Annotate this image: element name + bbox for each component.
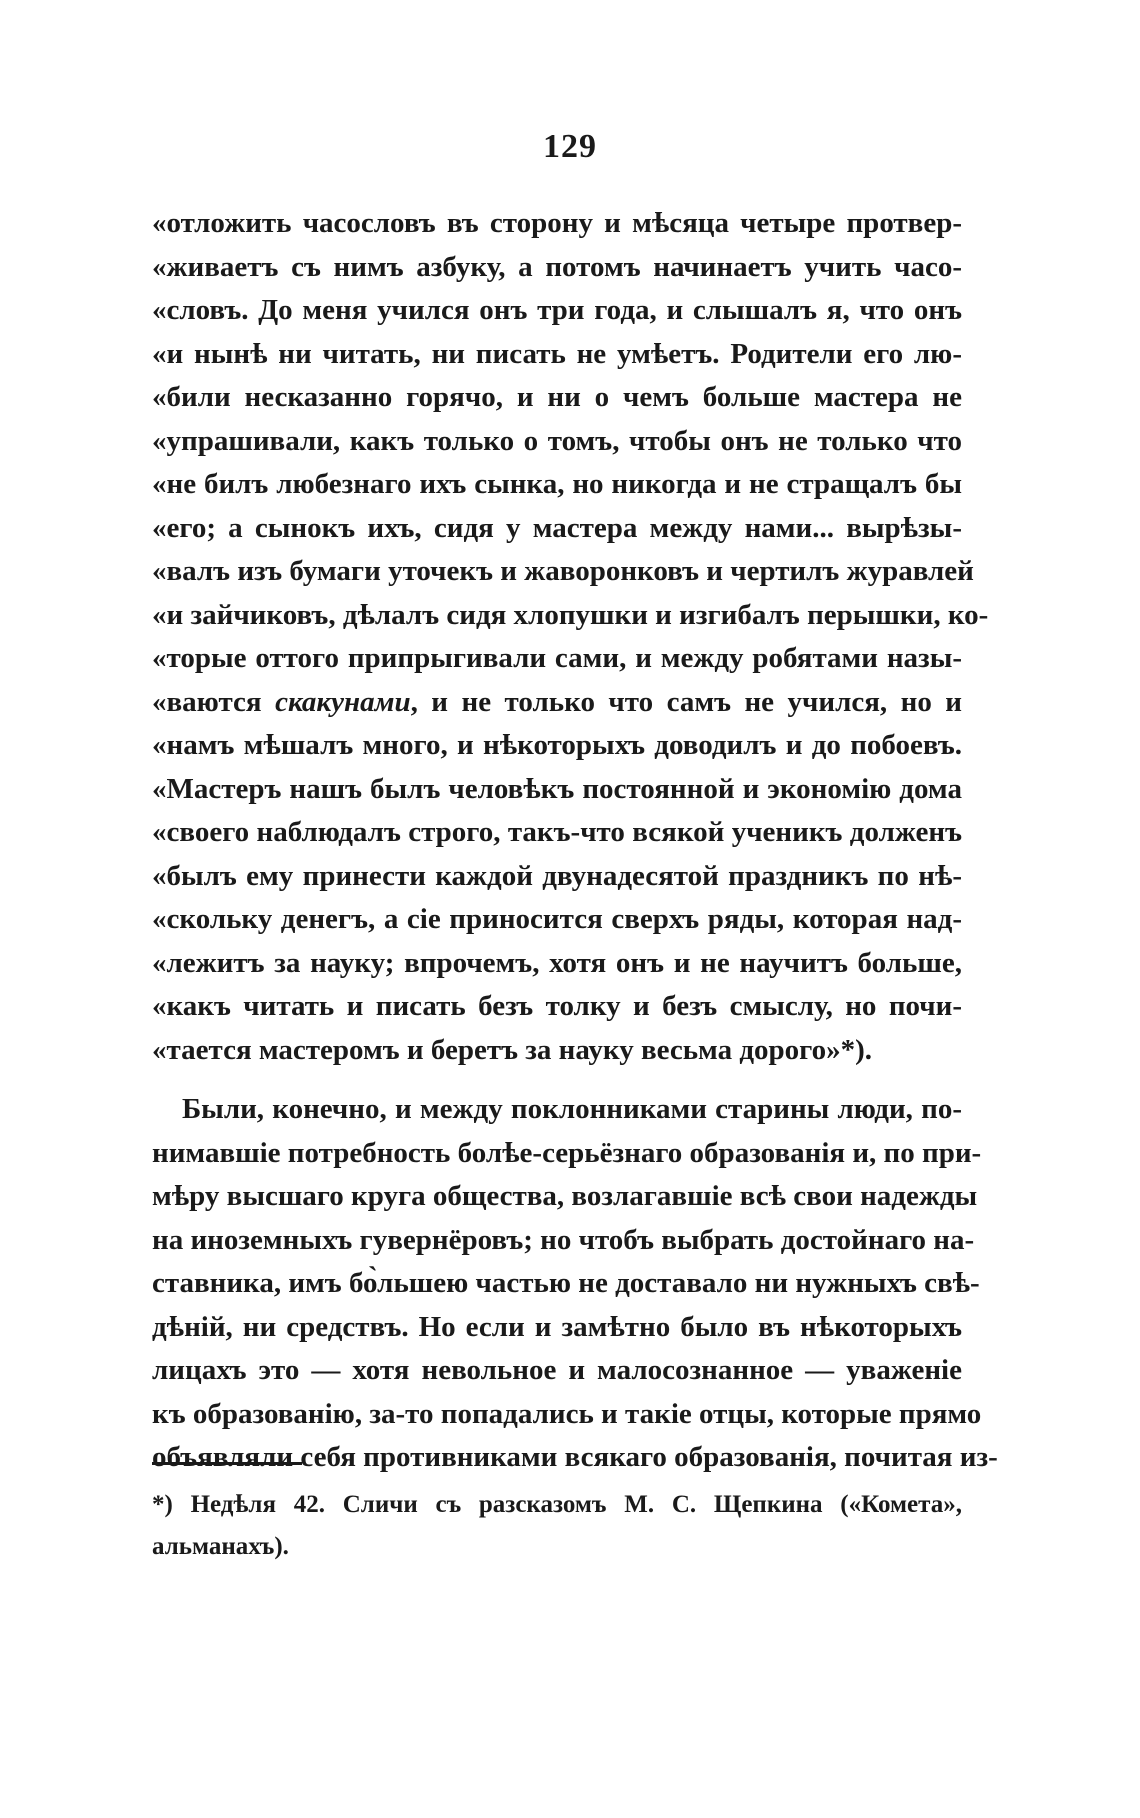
body-text: [152, 202, 998, 1480]
text-line: «своего наблюдалъ строго, такъ-что всякой ученикъ долженъ: [152, 816, 962, 848]
text-line: «тается мастеромъ и беретъ за науку весьма дорого»*).: [152, 1033, 873, 1066]
text-line: «словъ. До меня учился онъ три года, и слышалъ я, что онъ: [152, 294, 962, 326]
text-line: «живаетъ съ нимъ азбуку, а потомъ начинаетъ учить часо-: [152, 250, 962, 283]
text-line: «былъ ему принести каждой двунадесятой праздникъ по нѣ-: [152, 859, 962, 892]
italic-word: скакунами: [275, 685, 411, 718]
text-line: «его; а сынокъ ихъ, сидя у мастера между нами... вырѣзы-: [152, 511, 962, 544]
footnote-rule: [152, 1462, 302, 1465]
text-line: «валъ изъ бумаги уточекъ и жаворонковъ и чертилъ журавлей: [152, 555, 974, 587]
footnote-line: альманахъ).: [152, 1533, 289, 1560]
page-number: 129: [543, 128, 597, 165]
text-line: «не билъ любезнаго ихъ сынка, но никогда и не стращалъ бы: [152, 468, 962, 500]
text-line: объявляли себя противниками всякаго образованія, почитая из-: [152, 1441, 998, 1473]
text-line: «торые оттого припрыгивали сами, и между робятами назы-: [152, 642, 962, 674]
text-line: лицахъ это — хотя невольное и малосознанное — уваженіе: [152, 1354, 962, 1386]
text-line: Были, конечно, и между поклонниками старины люди, по-: [182, 1093, 962, 1125]
text-line: «намъ мѣшалъ много, и нѣкоторыхъ доводилъ и до побоевъ.: [152, 729, 962, 761]
footnote-line: *) Недѣля 42. Сличи съ разсказомъ М. С. Щепкина («Комета»,: [152, 1491, 962, 1518]
text-line: «отложить часословъ въ сторону и мѣсяца четыре протвер-: [152, 207, 962, 239]
text-line: [152, 681, 962, 725]
text-line-part: «ваются: [152, 685, 276, 718]
text-line: «лежитъ за науку; впрочемъ, хотя онъ и не научитъ больше,: [152, 946, 962, 979]
text-line: «и зайчиковъ, дѣлалъ сидя хлопушки и изгибалъ перышки, ко-: [152, 598, 989, 631]
text-line: «Мастеръ нашъ былъ человѣкъ постоянной и экономію дома: [152, 772, 962, 805]
text-line: къ образованію, за-то попадались и такіе отцы, которые прямо: [152, 1397, 982, 1430]
text-line: нимавшіе потребность болѣе-серьёзнаго образованія и, по при-: [152, 1136, 982, 1169]
text-line-part: , и не только что самъ не учился, но и: [410, 685, 962, 718]
text-line: на иноземныхъ гувернёровъ; но чтобъ выбрать достойнаго на-: [152, 1223, 975, 1256]
footnote: [152, 1484, 962, 1568]
text-line: «скольку денегъ, а сіе приносится сверхъ ряды, которая над-: [152, 903, 962, 935]
text-line: мѣру высшаго круга общества, возлагавшіе всѣ свои надежды: [152, 1180, 978, 1212]
text-line: ставника, имъ бо̀льшею частью не доставало ни нужныхъ свѣ-: [152, 1267, 980, 1299]
text-line: «били несказанно горячо, и ни о чемъ больше мастера не: [152, 381, 962, 413]
text-line: «упрашивали, какъ только о томъ, чтобы онъ не только что: [152, 424, 962, 457]
text-line: «какъ читать и писать безъ толку и безъ смыслу, но почи-: [152, 990, 962, 1022]
text-line: дѣній, ни средствъ. Но если и замѣтно было въ нѣкоторыхъ: [152, 1310, 962, 1343]
text-line: «и нынѣ ни читать, ни писать не умѣетъ. Родители его лю-: [152, 337, 962, 370]
